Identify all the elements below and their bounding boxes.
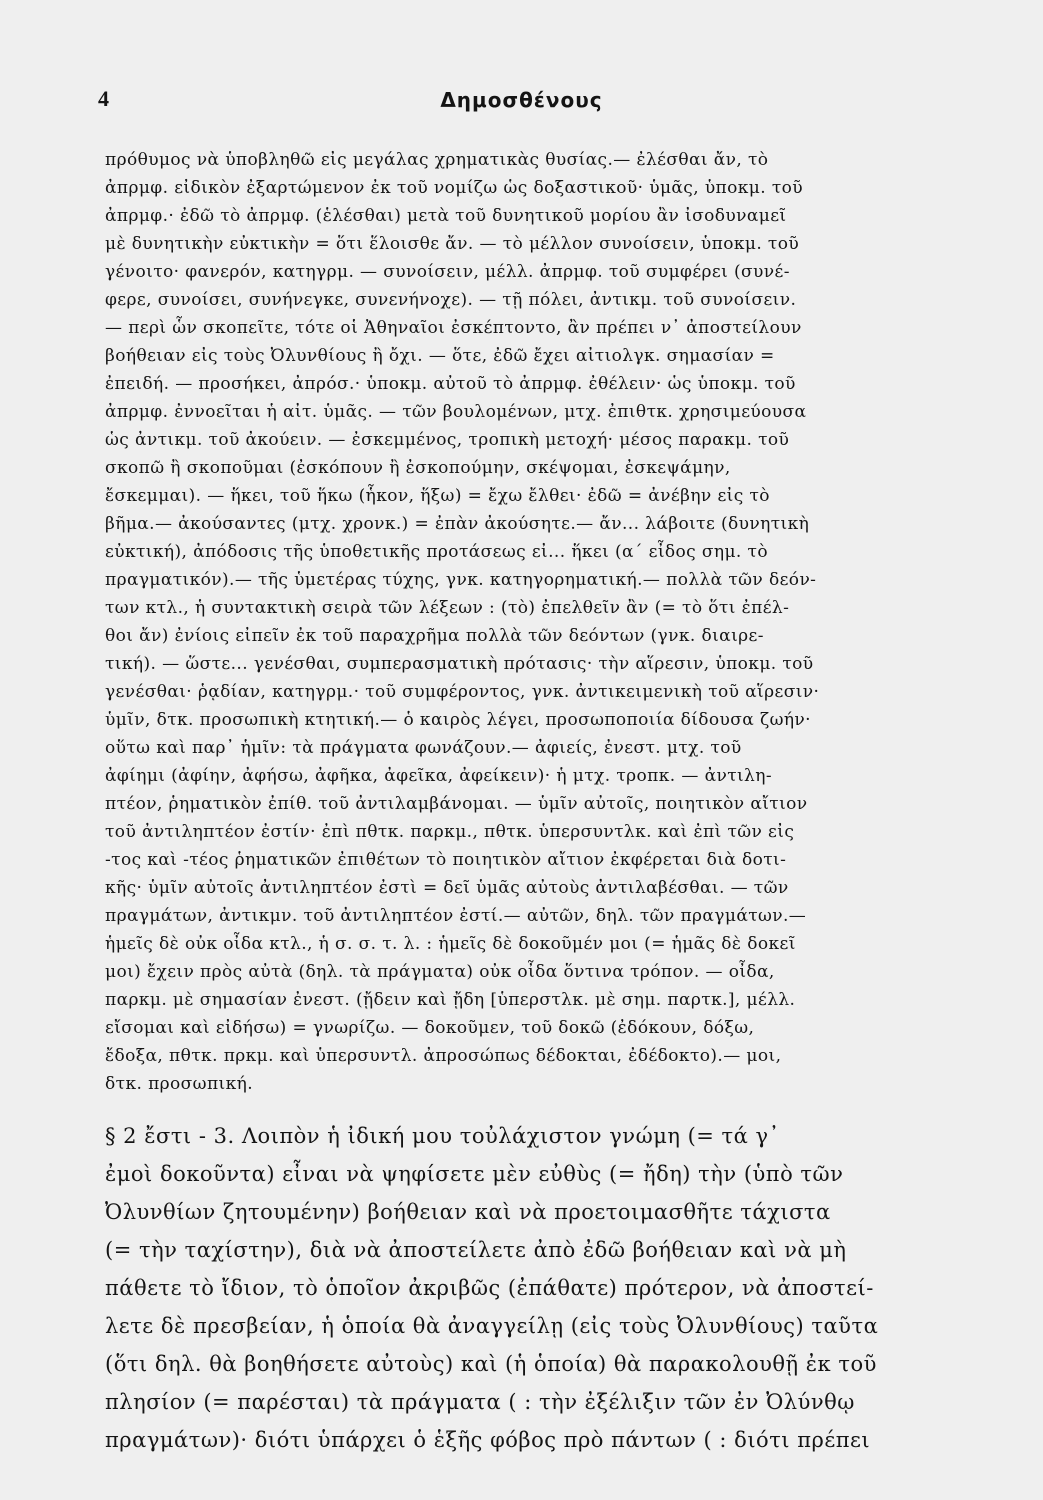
translation-line: πραγμάτων)· διότι ὑπάρχει ὁ ἑξῆς φόβος πρὸ πάντων ( : διότι πρέπει — [105, 1428, 871, 1452]
note-line: ἀπρμφ. εἰδικὸν ἐξαρτώμενον ἐκ τοῦ νομίζω ὡς δοξαστικοῦ· ὑμᾶς, ὑποκμ. τοῦ — [105, 178, 804, 198]
note-line: τική). — ὥστε... γενέσθαι, συμπερασματικὴ πρότασις· τὴν αἵρεσιν, ὑποκμ. τοῦ — [105, 654, 814, 674]
translation-line: (= τὴν ταχίστην), διὰ νὰ ἀποστείλετε ἀπὸ ἐδῶ βοήθειαν καὶ νὰ μὴ — [105, 1238, 847, 1262]
note-line: βοήθειαν εἰς τοὺς Ὀλυνθίους ἢ ὄχι. — ὅτε, ἐδῶ ἔχει αἰτιολγκ. σημασίαν = — [105, 346, 775, 366]
note-line: ἐπειδή. — προσήκει, ἀπρόσ.· ὑποκμ. αὐτοῦ τὸ ἀπρμφ. ἐθέλειν· ὡς ὑποκμ. τοῦ — [105, 374, 796, 394]
note-line: κῆς· ὑμῖν αὐτοῖς ἀντιληπτέον ἐστὶ = δεῖ ὑμᾶς αὐτοὺς ἀντιλαβέσθαι. — τῶν — [105, 878, 789, 898]
note-line: ἔδοξα, πθτκ. πρκμ. καὶ ὑπερσυντλ. ἀπροσώπως δέδοκται, ἐδέδοκτο).— μοι, — [105, 1046, 782, 1066]
note-line: βῆμα.— ἀκούσαντες (μτχ. χρονκ.) = ἐπὰν ἀκούσητε.— ἄν... λάβοιτε (δυνητικὴ — [105, 514, 810, 534]
note-line: ἔσκεμμαι). — ἥκει, τοῦ ἥκω (ἧκον, ἥξω) = ἔχω ἔλθει· ἐδῶ = ἀνέβην εἰς τὸ — [105, 486, 770, 506]
note-line: ἀφίημι (ἀφίην, ἀφήσω, ἀφῆκα, ἀφεῖκα, ἀφείκειν)· ἡ μτχ. τροπκ. — ἀντιλη- — [105, 766, 772, 786]
note-line: ὡς ἀντικμ. τοῦ ἀκούειν. — ἐσκεμμένος, τροπικὴ μετοχή· μέσος παρακμ. τοῦ — [105, 430, 790, 450]
note-line: πραγμάτων, ἀντικμν. τοῦ ἀντιληπτέον ἐστί.— αὐτῶν, δηλ. τῶν πραγμάτων.— — [105, 906, 807, 926]
note-line: γενέσθαι· ῥᾳδίαν, κατηγρμ.· τοῦ συμφέροντος, γνκ. ἀντικειμενικὴ τοῦ αἵρεσιν· — [105, 682, 820, 702]
running-title: Δημοσθένους — [440, 88, 603, 112]
note-line: εἴσομαι καὶ εἰδήσω) = γνωρίζω. — δοκοῦμεν, τοῦ δοκῶ (ἐδόκουν, δόξω, — [105, 1018, 755, 1038]
note-line: — περὶ ὧν σκοπεῖτε, τότε οἱ Ἀθηναῖοι ἐσκέπτοντο, ἂν πρέπει ν᾽ ἀποστείλουν — [105, 318, 802, 338]
note-line: πτέον, ῥηματικὸν ἐπίθ. τοῦ ἀντιλαμβάνομαι. — ὑμῖν αὐτοῖς, ποιητικὸν αἴτιον — [105, 794, 808, 814]
note-line: φερε, συνοίσει, συνήνεγκε, συνενήνοχε). — τῇ πόλει, ἀντικμ. τοῦ συνοίσειν. — [105, 290, 797, 310]
note-line: εὐκτική), ἀπόδοσις τῆς ὑποθετικῆς προτάσεως εἰ... ἥκει (α΄ εἶδος σημ. τὸ — [105, 542, 768, 562]
note-line: τοῦ ἀντιληπτέον ἐστίν· ἐπὶ πθτκ. παρκμ., πθτκ. ὑπερσυντλκ. καὶ ἐπὶ τῶν εἰς — [105, 822, 795, 842]
note-line: οὕτω καὶ παρ᾽ ἡμῖν: τὰ πράγματα φωνάζουν.— ἀφιείς, ἐνεστ. μτχ. τοῦ — [105, 738, 742, 758]
note-line: γένοιτο· φανερόν, κατηγρμ. — συνοίσειν, μέλλ. ἀπρμφ. τοῦ συμφέρει (συνέ- — [105, 262, 790, 282]
note-line: ἀπρμφ. ἐννοεῖται ἡ αἰτ. ὑμᾶς. — τῶν βουλομένων, μτχ. ἐπιθτκ. χρησιμεύουσα — [105, 402, 807, 422]
translation-line: πλησίον (= παρέσται) τὰ πράγματα ( : τὴν ἐξέλιξιν τῶν ἐν Ὀλύνθῳ — [105, 1390, 855, 1414]
note-line: παρκμ. μὲ σημασίαν ἐνεστ. (ᾔδειν καὶ ᾔδη [ὑπερστλκ. μὲ σημ. παρτκ.], μέλλ. — [105, 990, 796, 1010]
translation-line: πάθετε τὸ ἴδιον, τὸ ὁποῖον ἀκριβῶς (ἐπάθατε) πρότερον, νὰ ἀποστεί- — [105, 1276, 874, 1300]
note-line: μοι) ἔχειν πρὸς αὐτὰ (δηλ. τὰ πράγματα) οὐκ οἶδα ὅντινα τρόπον. — οἶδα, — [105, 962, 775, 982]
note-line: δτκ. προσωπική. — [105, 1074, 253, 1094]
note-line: μὲ δυνητικὴν εὐκτικὴν = ὅτι ἕλοισθε ἄν. — τὸ μέλλον συνοίσειν, ὑποκμ. τοῦ — [105, 234, 800, 254]
translation-line: (ὅτι δηλ. θὰ βοηθήσετε αὐτοὺς) καὶ (ἡ ὁποία) θὰ παρακολουθῇ ἐκ τοῦ — [105, 1352, 877, 1376]
translation-line: § 2 ἔστι - 3. Λοιπὸν ἡ ἰδική μου τοὐλάχιστον γνώμη (= τά γ᾽ — [105, 1124, 780, 1148]
translation-line: λετε δὲ πρεσβείαν, ἡ ὁποία θὰ ἀναγγείλῃ (εἰς τοὺς Ὀλυνθίους) ταῦτα — [105, 1314, 879, 1338]
translation-line: Ὀλυνθίων ζητουμένην) βοήθειαν καὶ νὰ προετοιμασθῆτε τάχιστα — [105, 1200, 831, 1224]
note-line: ἡμεῖς δὲ οὐκ οἶδα κτλ., ἡ σ. σ. τ. λ. : ἡμεῖς δὲ δοκοῦμέν μοι (= ἡμᾶς δὲ δοκεῖ — [105, 934, 796, 954]
note-line: ἀπρμφ.· ἐδῶ τὸ ἀπρμφ. (ἑλέσθαι) μετὰ τοῦ δυνητικοῦ μορίου ἂν ἰσοδυναμεῖ — [105, 206, 787, 226]
note-line: πραγματικόν).— τῆς ὑμετέρας τύχης, γνκ. κατηγορηματική.— πολλὰ τῶν δεόν- — [105, 570, 817, 590]
note-line: ὑμῖν, δτκ. προσωπικὴ κτητική.— ὁ καιρὸς λέγει, προσωποποιία δίδουσα ζωήν· — [105, 710, 811, 730]
note-line: πρόθυμος νὰ ὑποβληθῶ εἰς μεγάλας χρηματικὰς θυσίας.— ἐλέσθαι ἄν, τὸ — [105, 150, 769, 170]
note-line: θοι ἄν) ἐνίοις εἰπεῖν ἐκ τοῦ παραχρῆμα πολλὰ τῶν δεόντων (γνκ. διαιρε- — [105, 626, 764, 646]
page-number: 4 — [98, 86, 109, 111]
note-line: των κτλ., ἡ συντακτικὴ σειρὰ τῶν λέξεων : (τὸ) ἐπελθεῖν ἂν (= τὸ ὅτι ἐπέλ- — [105, 598, 790, 618]
translation-line: ἐμοὶ δοκοῦντα) εἶναι νὰ ψηφίσετε μὲν εὐθὺς (= ἤδη) τὴν (ὑπὸ τῶν — [105, 1162, 844, 1186]
note-line: σκοπῶ ἢ σκοποῦμαι (ἐσκόπουν ἢ ἐσκοπούμην, σκέψομαι, ἐσκεψάμην, — [105, 458, 731, 478]
note-line: -τος καὶ -τέος ῥηματικῶν ἐπιθέτων τὸ ποιητικὸν αἴτιον ἐκφέρεται διὰ δοτι- — [105, 850, 787, 870]
